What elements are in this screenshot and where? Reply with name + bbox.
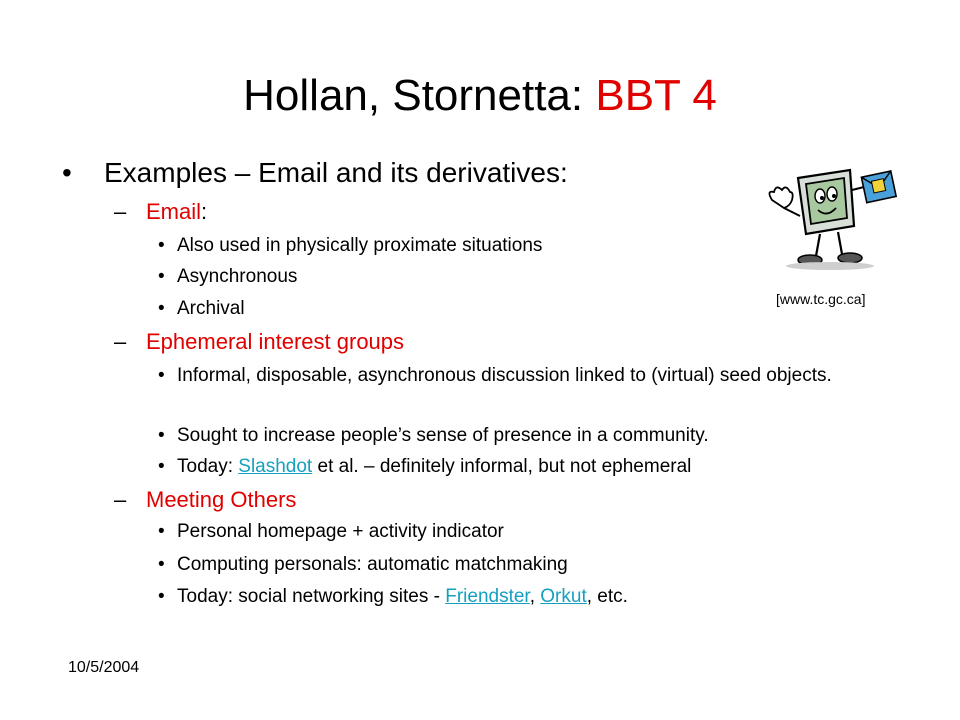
dash-icon: – [114, 329, 127, 354]
today-suffix: et al. – definitely informal, but not ephemeral [312, 456, 692, 477]
footer-date: 10/5/2004 [68, 659, 140, 676]
title-accent: BBT 4 [595, 71, 717, 120]
list-item-text [177, 455, 867, 479]
list-item-text: Also used in physically proximate situations [177, 235, 543, 256]
friendster-link[interactable]: Friendster [445, 586, 530, 607]
bullet-icon: • [158, 425, 165, 446]
list-item-text: Sought to increase people’s sense of presence in a community. [177, 425, 709, 446]
slide-title [0, 68, 960, 124]
subheading-email-label: Email [146, 199, 202, 224]
computer-with-mail-illustration [760, 160, 900, 272]
bullet-icon: • [158, 235, 165, 256]
list-item-text: Archival [177, 298, 245, 319]
list-item-text: Asynchronous [177, 266, 298, 287]
dash-icon: – [114, 199, 127, 224]
list-item-text: Computing personals: automatic matchmaking [177, 554, 568, 575]
subheading-meeting-label: Meeting Others [146, 487, 297, 512]
today-prefix: Today: [177, 456, 239, 477]
bullet-icon: • [158, 456, 165, 477]
bullet-icon: • [158, 365, 165, 386]
bullet-icon: • [158, 298, 165, 319]
bullet-icon: • [158, 554, 165, 575]
image-credit: [www.tc.gc.ca] [776, 291, 866, 307]
bullet-icon: • [158, 521, 165, 542]
dash-icon: – [114, 487, 127, 512]
today-suffix: , etc. [586, 586, 628, 607]
list-item-text [177, 585, 867, 609]
subheading-ephemeral-label: Ephemeral interest groups [146, 329, 405, 354]
slashdot-link[interactable]: Slashdot [238, 456, 313, 477]
subheading-email [114, 198, 207, 226]
subheading-ephemeral-groups [114, 328, 404, 356]
bullet-icon: • [158, 586, 165, 607]
today-prefix: Today: social networking sites - [177, 586, 446, 607]
computer-with-mail-icon [760, 160, 900, 272]
bullet-icon: • [158, 266, 165, 287]
title-main: Hollan, Stornetta: [243, 71, 596, 120]
subheading-email-suffix: : [201, 199, 208, 224]
orkut-link[interactable]: Orkut [540, 586, 587, 607]
subheading-meeting-others [114, 486, 296, 514]
list-item-text: Personal homepage + activity indicator [177, 521, 504, 542]
bullet-icon: • [62, 157, 72, 188]
link-separator: , [529, 586, 541, 607]
bullet-level1-text: Examples – Email and its derivatives: [104, 157, 568, 188]
list-item-text: Informal, disposable, asynchronous discussion linked to (virtual) seed objects. [177, 365, 832, 386]
